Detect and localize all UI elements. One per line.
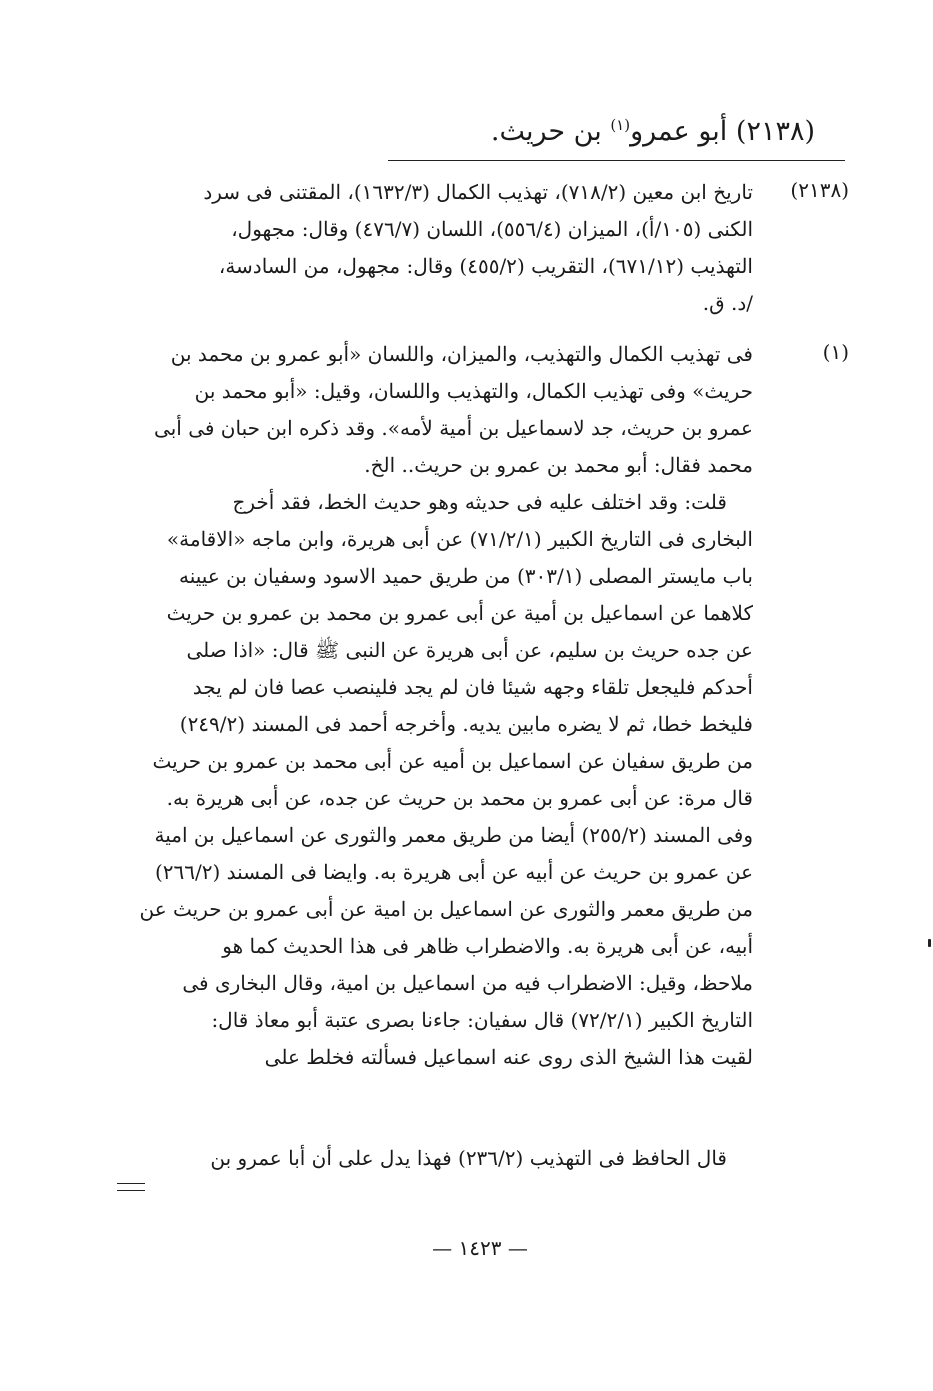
footnote-text xyxy=(108,336,753,1076)
note-line: الكنى (١٠٥/أ)، الميزان (٥٥٦/٤)، اللسان (٤٧٦/٧) وقال: مجهول، xyxy=(231,217,753,241)
page-number: — ١٤٢٣ — xyxy=(432,1236,528,1260)
note-line: /د. ق. xyxy=(702,291,753,315)
continued-line: قال الحافظ فى التهذيب (٢٣٦/٢) فهذا يدل على أن أبا عمرو بن xyxy=(210,1146,727,1170)
note-line: من طريق سفيان عن اسماعيل بن أميه عن أبى محمد بن عمرو بن حريث xyxy=(152,749,753,773)
note-line: البخارى فى التاريخ الكبير (٧١/٢/١) عن أبى هريرة، وابن ماجه «الاقامة» xyxy=(166,527,753,551)
margin-mark xyxy=(928,939,931,947)
note-line: عن عمرو بن حريث عن أبيه عن أبى هريرة به. وايضا فى المسند (٢٦٦/٢) xyxy=(154,860,753,884)
note-line: تاريخ ابن معين (٧١٨/٢)، تهذيب الكمال (١٦٣٢/٣)، المقتنى فى سرد xyxy=(203,180,753,204)
entry-name-rest: بن حريث. xyxy=(490,116,602,147)
entry-number: (٢١٣٨) xyxy=(735,116,815,147)
footnote-separator xyxy=(388,160,845,161)
entry-name: أبو عمرو xyxy=(630,116,728,147)
note-line: من طريق معمر والثورى عن اسماعيل بن امية عن أبى عمرو بن حريث عن xyxy=(139,897,753,921)
note-line: حريث» وفى تهذيب الكمال، والتهذيب واللسان، وقيل: «أبو محمد بن xyxy=(194,379,753,403)
note-line: ملاحظ، وقيل: الاضطراب فيه من اسماعيل بن امية، وقال البخارى فى xyxy=(182,971,753,995)
note-line: عن جده حريث بن سليم، عن أبى هريرة عن النبى ﷺ قال: «اذا صلى xyxy=(186,638,753,662)
note-line: كلاهما عن اسماعيل بن أمية عن أبى عمرو بن محمد بن عمرو بن حريث xyxy=(166,601,753,625)
note-line: لقيت هذا الشيخ الذى روى عنه اسماعيل فسألته فخلط على xyxy=(264,1045,753,1069)
note-line: التاريخ الكبير (٧٢/٢/١) قال سفيان: جاءنا بصرى عتبة أبو معاذ قال: xyxy=(211,1008,753,1032)
continuation-mark xyxy=(117,1183,145,1191)
note-line: أبيه، عن أبى هريرة به. والاضطراب ظاهر فى هذا الحديث كما هو xyxy=(222,934,753,958)
entry-heading xyxy=(165,112,815,152)
note-line: باب مايستر المصلى (٣٠٣/١) من طريق حميد الاسود وسفيان بن عيينه xyxy=(179,564,753,588)
note-line: فى تهذيب الكمال والتهذيب، والميزان، واللسان «أبو عمرو بن محمد بن xyxy=(170,342,753,366)
note-label-footnote: (١) xyxy=(822,340,849,364)
note-line: التهذيب (٦٧١/١٢)، التقريب (٤٥٥/٢) وقال: مجهول، من السادسة، xyxy=(218,254,753,278)
footnote-reference: (١) xyxy=(610,116,631,134)
sources-note xyxy=(108,174,753,322)
note-label-entry: (٢١٣٨) xyxy=(790,178,849,202)
note-line: قلت: وقد اختلف عليه فى حديثه وهو حديث الخط، فقد أخرج xyxy=(232,490,727,514)
note-line: وفى المسند (٢٥٥/٢) أيضا من طريق معمر والثورى عن اسماعيل بن امية xyxy=(154,823,753,847)
note-line: قال مرة: عن أبى عمرو بن محمد بن حريث عن جده، عن أبى هريرة به. xyxy=(166,786,753,810)
note-line: عمرو بن حريث، جد لاسماعيل بن أمية لأمه». وقد ذكره ابن حبان فى أبى xyxy=(154,416,753,440)
note-line: أحدكم فليجعل تلقاء وجهه شيئا فان لم يجد فلينصب عصا فان لم يجد xyxy=(192,675,753,699)
note-line: فليخط خطا، ثم لا يضره مابين يديه. وأخرجه أحمد فى المسند (٢٤٩/٢) xyxy=(179,712,753,736)
note-line: محمد فقال: أبو محمد بن عمرو بن حريث.. الخ. xyxy=(364,453,753,477)
